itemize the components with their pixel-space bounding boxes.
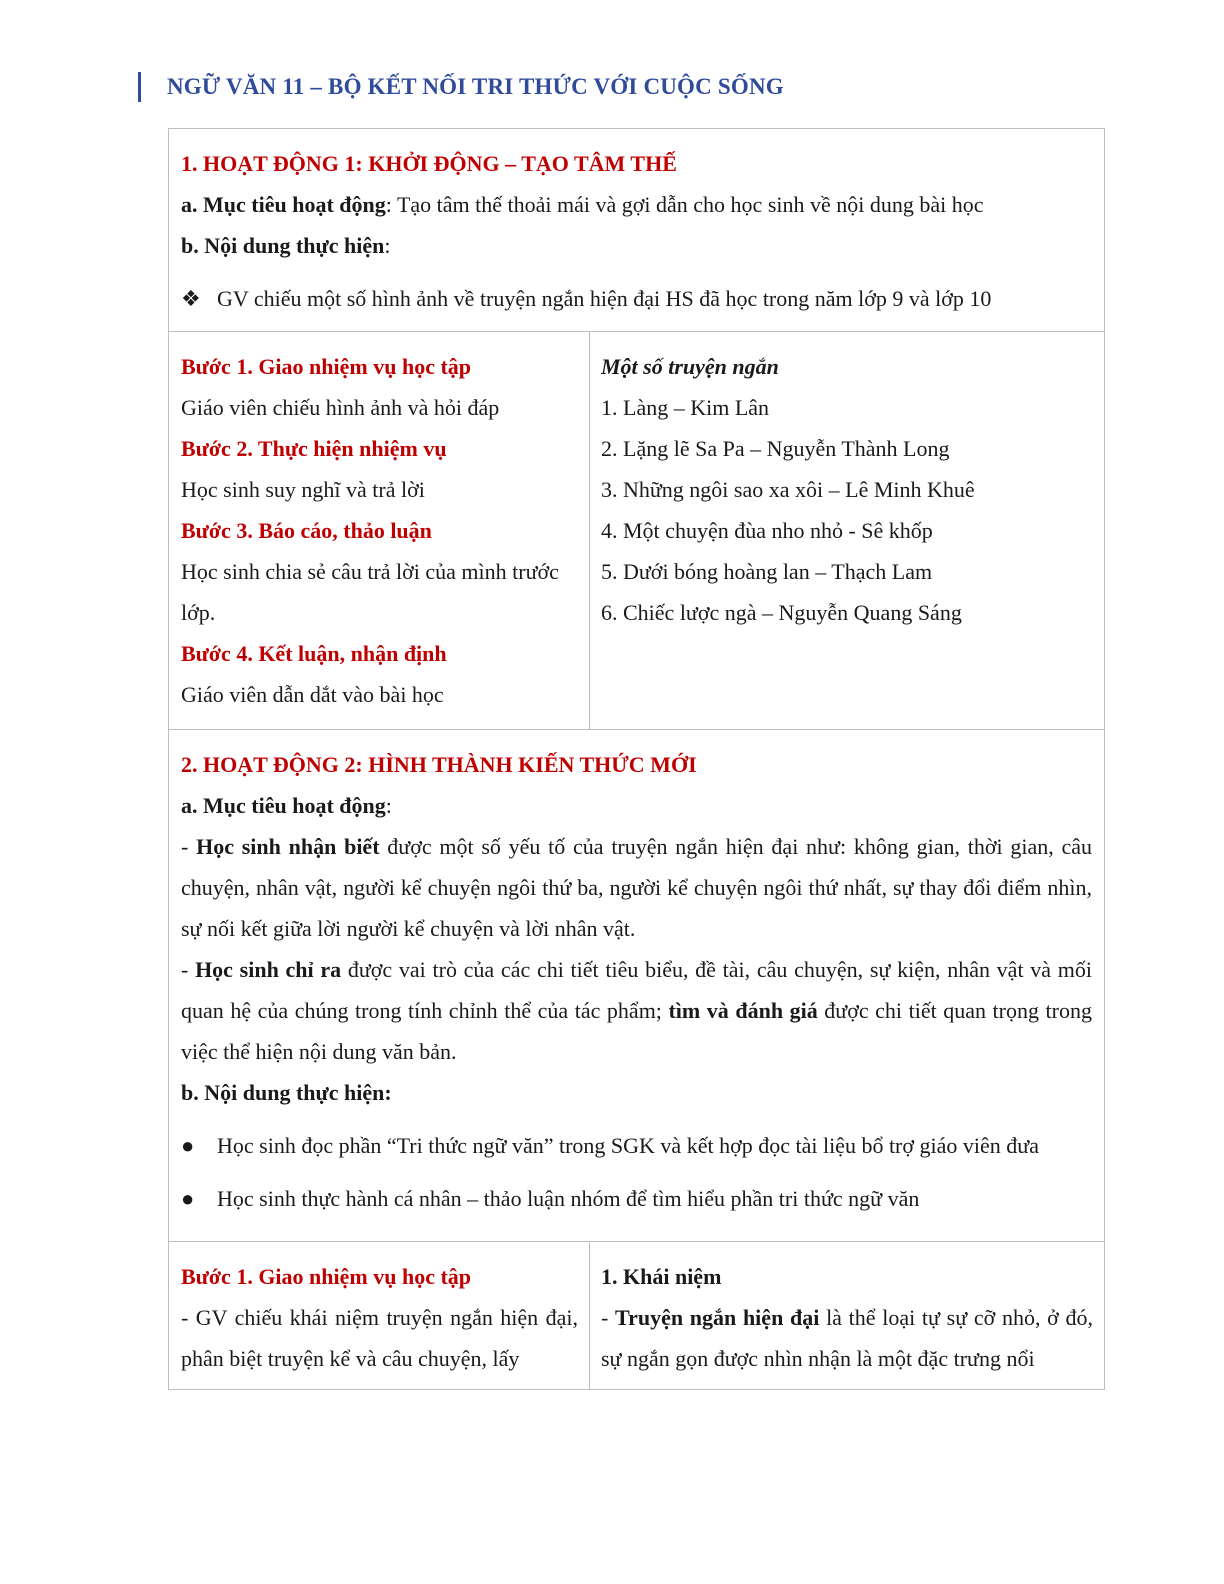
activity-2-steps-row [169,1242,1104,1389]
story-item: 5. Dưới bóng hoàng lan – Thạch Lam [601,559,933,584]
objective-paragraph-2 [181,949,1092,1072]
content-colon: : [384,233,391,258]
objective-label: a. Mục tiêu hoạt động [181,793,386,818]
page-header [138,70,784,104]
objective-label: a. Mục tiêu hoạt động [181,192,386,217]
step-2-text: Học sinh suy nghĩ và trả lời [181,477,425,502]
stories-heading: Một số truyện ngắn [601,354,779,379]
concept-column [590,1242,1104,1389]
header-title: NGỮ VĂN 11 – BỘ KẾT NỐI TRI THỨC VỚI CUỘC SỐNG [167,74,784,99]
step-1-text: - GV chiếu khái niệm truyện ngắn hiện đại, phân biệt truyện kể và câu chuyện, lấy [181,1305,578,1371]
content-label: b. Nội dung thực hiện [181,233,385,258]
story-item: 6. Chiếc lược ngà – Nguyễn Quang Sáng [601,600,962,625]
step-4-heading: Bước 4. Kết luận, nhận định [181,641,447,666]
step-3-text-line-2: lớp. [181,600,216,625]
dash: - [181,834,197,859]
step-1-heading: Bước 1. Giao nhiệm vụ học tập [181,1264,472,1289]
activity-2-bullet [181,1125,1092,1166]
story-item: 3. Những ngôi sao xa xôi – Lê Minh Khuê [601,477,975,502]
objective-text: : Tạo tâm thế thoải mái và gợi dẫn cho học sinh về nội dung bài học [385,192,984,217]
steps-column [169,1242,590,1389]
activity-1-content-label [181,225,1092,266]
activity-2-section [169,730,1104,1242]
objective-2-text-2: được chi tiết quan trọng trong việc thể hiện nội dung văn bản. [181,998,1092,1064]
activity-1-section [169,129,1104,332]
step-1-text: Giáo viên chiếu hình ảnh và hỏi đáp [181,395,500,420]
step-1-heading: Bước 1. Giao nhiệm vụ học tập [181,354,472,379]
story-item: 2. Lặng lẽ Sa Pa – Nguyễn Thành Long [601,436,950,461]
objective-paragraph-1 [181,826,1092,949]
objective-colon: : [385,793,392,818]
step-2-heading: Bước 2. Thực hiện nhiệm vụ [181,436,447,461]
objective-2-bold: Học sinh chỉ ra [195,957,342,982]
steps-column [169,332,590,729]
story-item: 1. Làng – Kim Lân [601,395,770,420]
objective-2-text: được vai trò của các chi tiết tiêu biểu, đề tài, câu chuyện, sự kiện, nhân vật và mối quan hệ của chúng trong tính chỉnh thể của tác phẩm; [181,957,1092,1023]
stories-column [590,332,1104,729]
bullet-text: GV chiếu một số hình ảnh về truyện ngắn hiện đại HS đã học trong năm lớp 9 và lớp 10 [217,286,992,311]
activity-1-title: 1. HOẠT ĐỘNG 1: KHỞI ĐỘNG – TẠO TÂM THẾ [181,151,677,176]
step-3-heading: Bước 3. Báo cáo, thảo luận [181,518,432,543]
concept-text [601,1297,1093,1379]
objective-1-bold: Học sinh nhận biết [196,834,380,859]
activity-1-objective [181,184,1092,225]
dash: - [181,957,196,982]
dash: - [601,1305,616,1330]
concept-heading: 1. Khái niệm [601,1264,722,1289]
step-4-text: Giáo viên dẫn dắt vào bài học [181,682,444,707]
lesson-table [168,128,1105,1390]
activity-2-bullet [181,1178,1092,1219]
concept-term: Truyện ngắn hiện đại [615,1305,820,1330]
objective-2-bold-2: tìm và đánh giá [668,998,818,1023]
dot-bullet-icon: ● [181,1186,195,1211]
activity-2-objective-label [181,785,1092,826]
story-item: 4. Một chuyện đùa nho nhỏ - Sê khốp [601,518,933,543]
header-accent-bar [138,72,141,102]
concept-definition: là thể loại tự sự cỡ nhỏ, ở đó, sự ngắn gọn được nhìn nhận là một đặc trưng nổi [601,1305,1093,1371]
bullet-text: Học sinh thực hành cá nhân – thảo luận nhóm để tìm hiểu phần tri thức ngữ văn [217,1186,920,1211]
activity-1-steps-row [169,332,1104,730]
dot-bullet-icon: ● [181,1133,195,1158]
activity-2-title: 2. HOẠT ĐỘNG 2: HÌNH THÀNH KIẾN THỨC MỚI [181,752,697,777]
objective-1-text: được một số yếu tố của truyện ngắn hiện đại như: không gian, thời gian, câu chuyện, nhân vật, người kể chuyện ngôi thứ ba, người kể chuyện ngôi thứ nhất, sự thay đổi điểm nhìn, sự nối kết giữa lời người kể chuyện và lời nhân vật. [181,834,1093,941]
bullet-text: Học sinh đọc phần “Tri thức ngữ văn” trong SGK và kết hợp đọc tài liệu bổ trợ giáo viên đưa [217,1133,1039,1158]
activity-2-content-label: b. Nội dung thực hiện: [181,1080,392,1105]
activity-1-bullet [181,278,1092,319]
diamond-bullet-icon: ❖ [181,286,201,311]
step-3-text-line-1: Học sinh chia sẻ câu trả lời của mình trước [181,559,559,584]
